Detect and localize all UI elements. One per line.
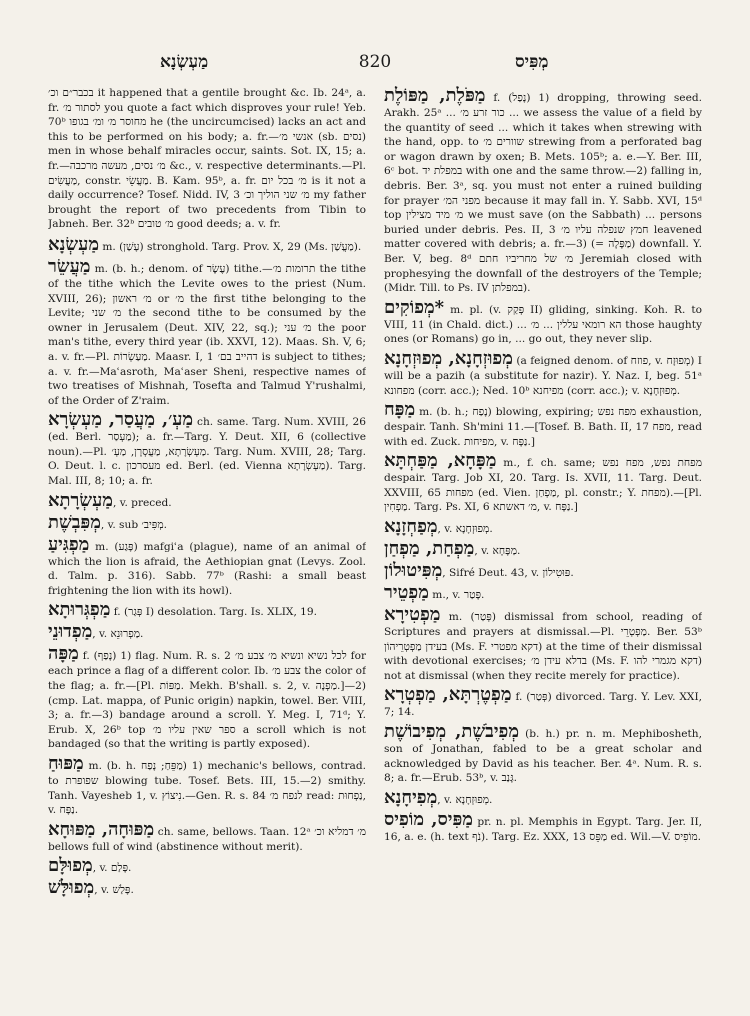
dictionary-entry xyxy=(384,451,702,515)
dictionary-entry xyxy=(48,600,366,620)
entry-text: (b. h.) pr. n. m. Mephibosheth, son of Jonathan, fabled to be a great scholar and acknowledged by David as his teacher. Ber. 4ᵃ. Num. R. s. 8; a. fr.—Erub. 53ᵇ, v. גָּנַב. xyxy=(384,728,702,785)
headword: מַפְטֵיר xyxy=(384,582,429,604)
running-head-left: מַעְשְׂנָא xyxy=(160,52,209,72)
dictionary-entry xyxy=(384,788,702,808)
entry-text: f. (פְּטַר) divorced. Targ. Y. Lev. XXI, 7; 14. xyxy=(384,691,702,719)
entry-text: m. (פְּטַר) dismissal from school, reading of Scriptures and prayers at dismissal.—Pl. מַפְטְרֵי. Ber. 53ᵇ בעידן מַפְטְרֵיהוֹן (Ms. F. דקא מפטרי) at the time of their dismissal with devotional exercises; בדלא עידן מ׳ (Ms. F. דקא מגמרי להו) not at dismissal (when they recite merely for practice). xyxy=(384,611,702,682)
left-column xyxy=(48,86,366,990)
entry-text: m. (b. h.; נָפַח) blowing, expiring; מפח נפש exhaustion, despair. Tanh. Sh'mini 11.—[Tosef. B. Bath. II, 17 מפח, read with ed. Zuck. מפיחות, v. נַפָּח.] xyxy=(384,406,702,448)
headword: מְפַחְזָנָא xyxy=(384,516,438,538)
headword: מַפָּחָא, מַפַּחְתָּא xyxy=(384,450,497,472)
headword: מַעְ׳, מַעֲסַר, מַעְשְׂרָא xyxy=(48,409,194,431)
entry-text: , v. מַפְרוּנֵא. xyxy=(92,628,144,641)
entry-text: f. (פְּגַר I) desolation. Targ. Is. XLIX, 19. xyxy=(110,606,318,619)
headword: מְפִּבְשֶׁת xyxy=(48,511,101,533)
entry-text: m. pl. (v. פְּקַק II) gliding, sinking. Koh. R. to VIII, 11 (in Chald. dict.) ... הא רומאי עללין ... מ׳ those haughty ones (or Romans) go in, ... go out, they never slip. xyxy=(384,303,702,346)
page-number: 820 xyxy=(358,52,392,72)
headword: *מְפוֹקִים xyxy=(384,296,445,318)
dictionary-entry xyxy=(48,856,366,876)
dictionary-entry xyxy=(384,349,702,398)
headword: מַפּוּחַ xyxy=(48,753,84,774)
entry-text: m. (עָשַׁן) stronghold. Targ. Prov. X, 29 (Ms. מַעֲשַׁן). xyxy=(99,240,362,253)
headword: מַפִּיס, מוֹפִיס xyxy=(384,808,473,830)
running-head-right: מְפִּיס xyxy=(515,52,549,72)
dictionary-entry xyxy=(384,86,702,296)
dictionary-entry xyxy=(48,644,366,752)
dictionary-entry xyxy=(48,491,366,511)
entry-text: , v. preced. xyxy=(112,496,172,509)
dictionary-entry xyxy=(48,820,366,855)
entry-text: ch. same. Targ. Num. XVIII, 26 (ed. Berl. מַעְסַר); a. fr.—Targ. Y. Deut. XII, 6 (collective noun).—Pl. מַעְשְׂרָתָא, מַעֲסְרָן, מַעְ׳. Targ. Num. XVIII, 28; Targ. O. Deut. l. c. מעסרכון ed. Berl. (ed. Vienna מַעְשְׂרָתָא). Targ. Mal. III, 8; 10; a. fr. xyxy=(48,416,366,488)
dictionary-entry xyxy=(48,257,366,408)
entry-text: m., f. ch. same; מפחת נפש, מפח נפש despair. Targ. Job XI, 20. Targ. Is. XVII, 11. Targ. Deut. XXVIII, 65 מפחות (ed. Vien. מַפְחַן, pl. constr.; Y. מפחת).—[Pl. מַפְחִין. Targ. Ps. XI, 6 מ׳ דאשתא, v. נַפָּח.] xyxy=(384,457,702,514)
dictionary-entry xyxy=(384,583,702,603)
dictionary-entry xyxy=(384,561,702,581)
headword: מַפְגְּרוּתָא xyxy=(48,599,111,621)
dictionary-entry xyxy=(384,517,702,537)
dictionary-entry xyxy=(384,810,702,845)
headword: מַפְחַת, מַפְחַן xyxy=(384,538,475,560)
headword: מַפֹּלֶת, מַפּוֹלֶת xyxy=(384,86,486,106)
headword: מְפִיחָנָא xyxy=(384,786,438,808)
dictionary-entry xyxy=(384,539,702,559)
headword: מַפָּח xyxy=(384,399,416,421)
entry-text: pr. n. pl. Memphis in Egypt. Targ. Jer. II, 16, a. e. (h. text נֹף). Targ. Ez. XXX, 13 מַפֵּס ed. Wil.—V. מוֹפִיס. xyxy=(384,815,702,843)
entry-text: m. (b. h. מַפֵּחַ; נָפַח) 1) mechanic's bellows, contrad. to שפופרת blowing tube. Tosef. Bets. III, 15.—2) smithy. Tanh. Vayesheb 1, v. נִיצוֹץ.—Gen. R. s. 84 לנפח מ׳ read: נַפְחוּת, v. נַפָּח. xyxy=(48,760,366,817)
headword: מַפְגִּיעַ xyxy=(48,533,90,555)
entry-text: , v. מְפוּזְחָנָא. xyxy=(437,793,493,806)
headword: מַפְטֶרְתָּא, מַפְטְרָא xyxy=(384,684,512,706)
entry-text: m., v. פָּטַר. xyxy=(428,589,485,602)
dictionary-entry xyxy=(48,410,366,488)
headword: מְפוּזְחָנָא, מְפוּזְחָנָא xyxy=(384,347,513,369)
headword: מְפִיבֹשֶׁת, מְפִיבוֹשֶׁת xyxy=(384,721,520,743)
entry-text: (a feigned denom. of פוזח, v. מְפוּזָח) I will be a pazih (a substitute for nazir). Y. Naz. I, beg. 51ᵃ מפחונא (corr. acc.); Ned. 10ᵇ מפיחנא (corr. acc.); v. מְפוּזְחָנָא. xyxy=(384,354,702,397)
dictionary-entry xyxy=(48,535,366,599)
entry-text: , v. sub מְפִּיב׳. xyxy=(100,518,168,531)
headword: מְפוּלָּם xyxy=(48,855,93,877)
headword: מַפָּה xyxy=(48,643,79,665)
headword: מְפִּיטוּלוֹן xyxy=(384,560,443,582)
headword: מַעְשְׂנָא xyxy=(48,233,100,255)
headword: מַעְשְׂרָתָא xyxy=(48,489,113,511)
headword: מַפְדוּנֵי xyxy=(48,621,93,643)
entry-continuation: בכבר״ם וכ׳ it happened that a gentile brought &c. Ib. 24ᵃ, a. fr. לסתור מ׳ you quote a fact which disproves your rule! Yeb. 70ᵇ מחוסר מ׳ ומ׳ בגופו he (the uncircumcised) lacks an act and this to be performed on his body; a. fr.—אנשי מ׳ (sb. נסים) men in whose behalf miracles occur, saints. Sot. IX, 15; a. fr.—מ׳ נסים, מעשה מרכבה &c., v. respective determinants.—Pl. מַעֲשִׂים, constr. מַעֲשֵׂי. B. Kam. 95ᵇ, a. fr. מ׳ בכל יום is it not a daily occurrence? Tosef. Nidd. IV, 3 מ׳ שני הוליך וכ׳ my father brought the report of two precedents from Tibin to Jabneh. Ber. 32ᵇ מ׳ טובים good deeds; a. v. fr. xyxy=(48,87,366,231)
dictionary-entry xyxy=(48,622,366,642)
entry-text: f. (נָפַף) 1) flag. Num. R. s. 2 לכל נשיא ונשיא מ׳ צבע מ׳ for each prince a flag of a different color. Ib. צבע מ׳ the color of the flag; a. fr.—[Pl. מַפּוֹת. Mekh. B'shall. s. 2, v. מַפְנָה.]—2) (cmp. Lat. mappa, of Punic origin) napkin, towel. Ber. VIII, 3; a. fr.—3) bandage around a scroll. Y. Meg. I, 71ᵈ; Y. Erub. X, 26ᵇ top ספר שאין עליו מ׳ a scroll which is not bandaged (so that the writing is partly exposed). xyxy=(48,650,366,751)
dictionary-entry xyxy=(48,878,366,898)
right-column xyxy=(384,86,702,990)
dictionary-entry xyxy=(48,235,366,255)
entry-text: , v. מְפוּזְחָנָא. xyxy=(437,523,493,536)
entry-text: , v. פָּלַם. xyxy=(92,862,132,875)
running-head xyxy=(0,52,750,78)
entry-text: f. (נָפַל) 1) dropping, throwing seed. Arakh. 25ᵃ ... כור זרע מ׳ ... we assess the value of a field by the quantity of seed ... which it takes when strewing with the hand, opp. to שוורים מ׳ strewing from a perforated bag or wagon drawn by oxen; B. Mets. 105ᵇ; a. e.—Y. Ber. III, 6ᶜ bot. במפלת יד with one and the same throw.—2) falling in, debris. Ber. 3ᵃ, sq. you must not enter a ruined building for prayer מפני המ׳ because it may fall in. Y. Sabb. XVI, 15ᵈ top מ׳ מיד מצילין we must save (on the Sabbath) ... persons buried under debris. Pes. II, 3 חמץ שנפלה עליו מ׳ leavened matter covered with debris; a. fr.—3) (= מַפָּלָה) downfall. Y. Ber. V, beg. 8ᵈ מ׳ של מחריביו חתם Jeremiah closed with prophesying the downfall of the destroyers of the Temple; (Midr. Till. to Ps. IV במפלתן). xyxy=(384,92,702,295)
entry-text: , v. פָּלַשׁ. xyxy=(94,884,134,897)
headword: מַפּוּחָה, מַפּוּחָא xyxy=(48,818,155,840)
headword: מַעֲשֵׂר xyxy=(48,255,91,277)
entry-text: m. (b. h.; denom. of עֶשֶׂר) tithe.—תרומות מ׳ the tithe of the tithe which the Levite owes to the priest (Num. XVIII, 26); מ׳ ראשון or מ׳ the first tithe belonging to the Levite; מ׳ שני the second tithe to be consumed by the owner in Jerusalem (Deut. XIV, 22, sq.); מ׳ עני the poor man's tithe, every third year (ib. XXVI, 12). Maas. Sh. V, 6; a. v. fr.—Pl. מַעַשְׂרוֹת. Maasr. I, 1 דהייב בם׳ is subject to tithes; a. v. fr.—Maʿasroth, Maʿaser Sheni, respective names of two treatises of Mishnah, Tosefta and Talmud Y'rushalmi, of the Order of Z'raim. xyxy=(48,262,366,407)
entry-text: ch. same, bellows. Taan. 12ᵃ מ׳ דמליא וכ׳ bellows full of wind (abstinence without merit). xyxy=(48,825,366,853)
entry-text: , Sifré Deut. 43, v. פּוּטִילוֹן. xyxy=(442,567,574,580)
headword: מְפוּלָּשׁ xyxy=(48,877,95,899)
dictionary-entry xyxy=(384,605,702,683)
dictionary-entry xyxy=(384,722,702,786)
entry-text: m. (פָּגַע) mafgiʿa (plague), name of an animal of which the lion is afraid, the Aethiopian gnat (Levys. Zool. d. Talm. p. 316). Sabb. 77ᵇ (Rashi: a small beast frightening the lion with its howl). xyxy=(48,540,366,597)
entry-text: , v. מַפָּחָא. xyxy=(474,545,521,558)
dictionary-entry xyxy=(48,513,366,533)
dictionary-entry xyxy=(384,685,702,720)
headword: מַפְטִירָא xyxy=(384,604,441,626)
dictionary-entry xyxy=(48,754,366,818)
dictionary-entry xyxy=(384,400,702,449)
dictionary-entry xyxy=(384,298,702,347)
